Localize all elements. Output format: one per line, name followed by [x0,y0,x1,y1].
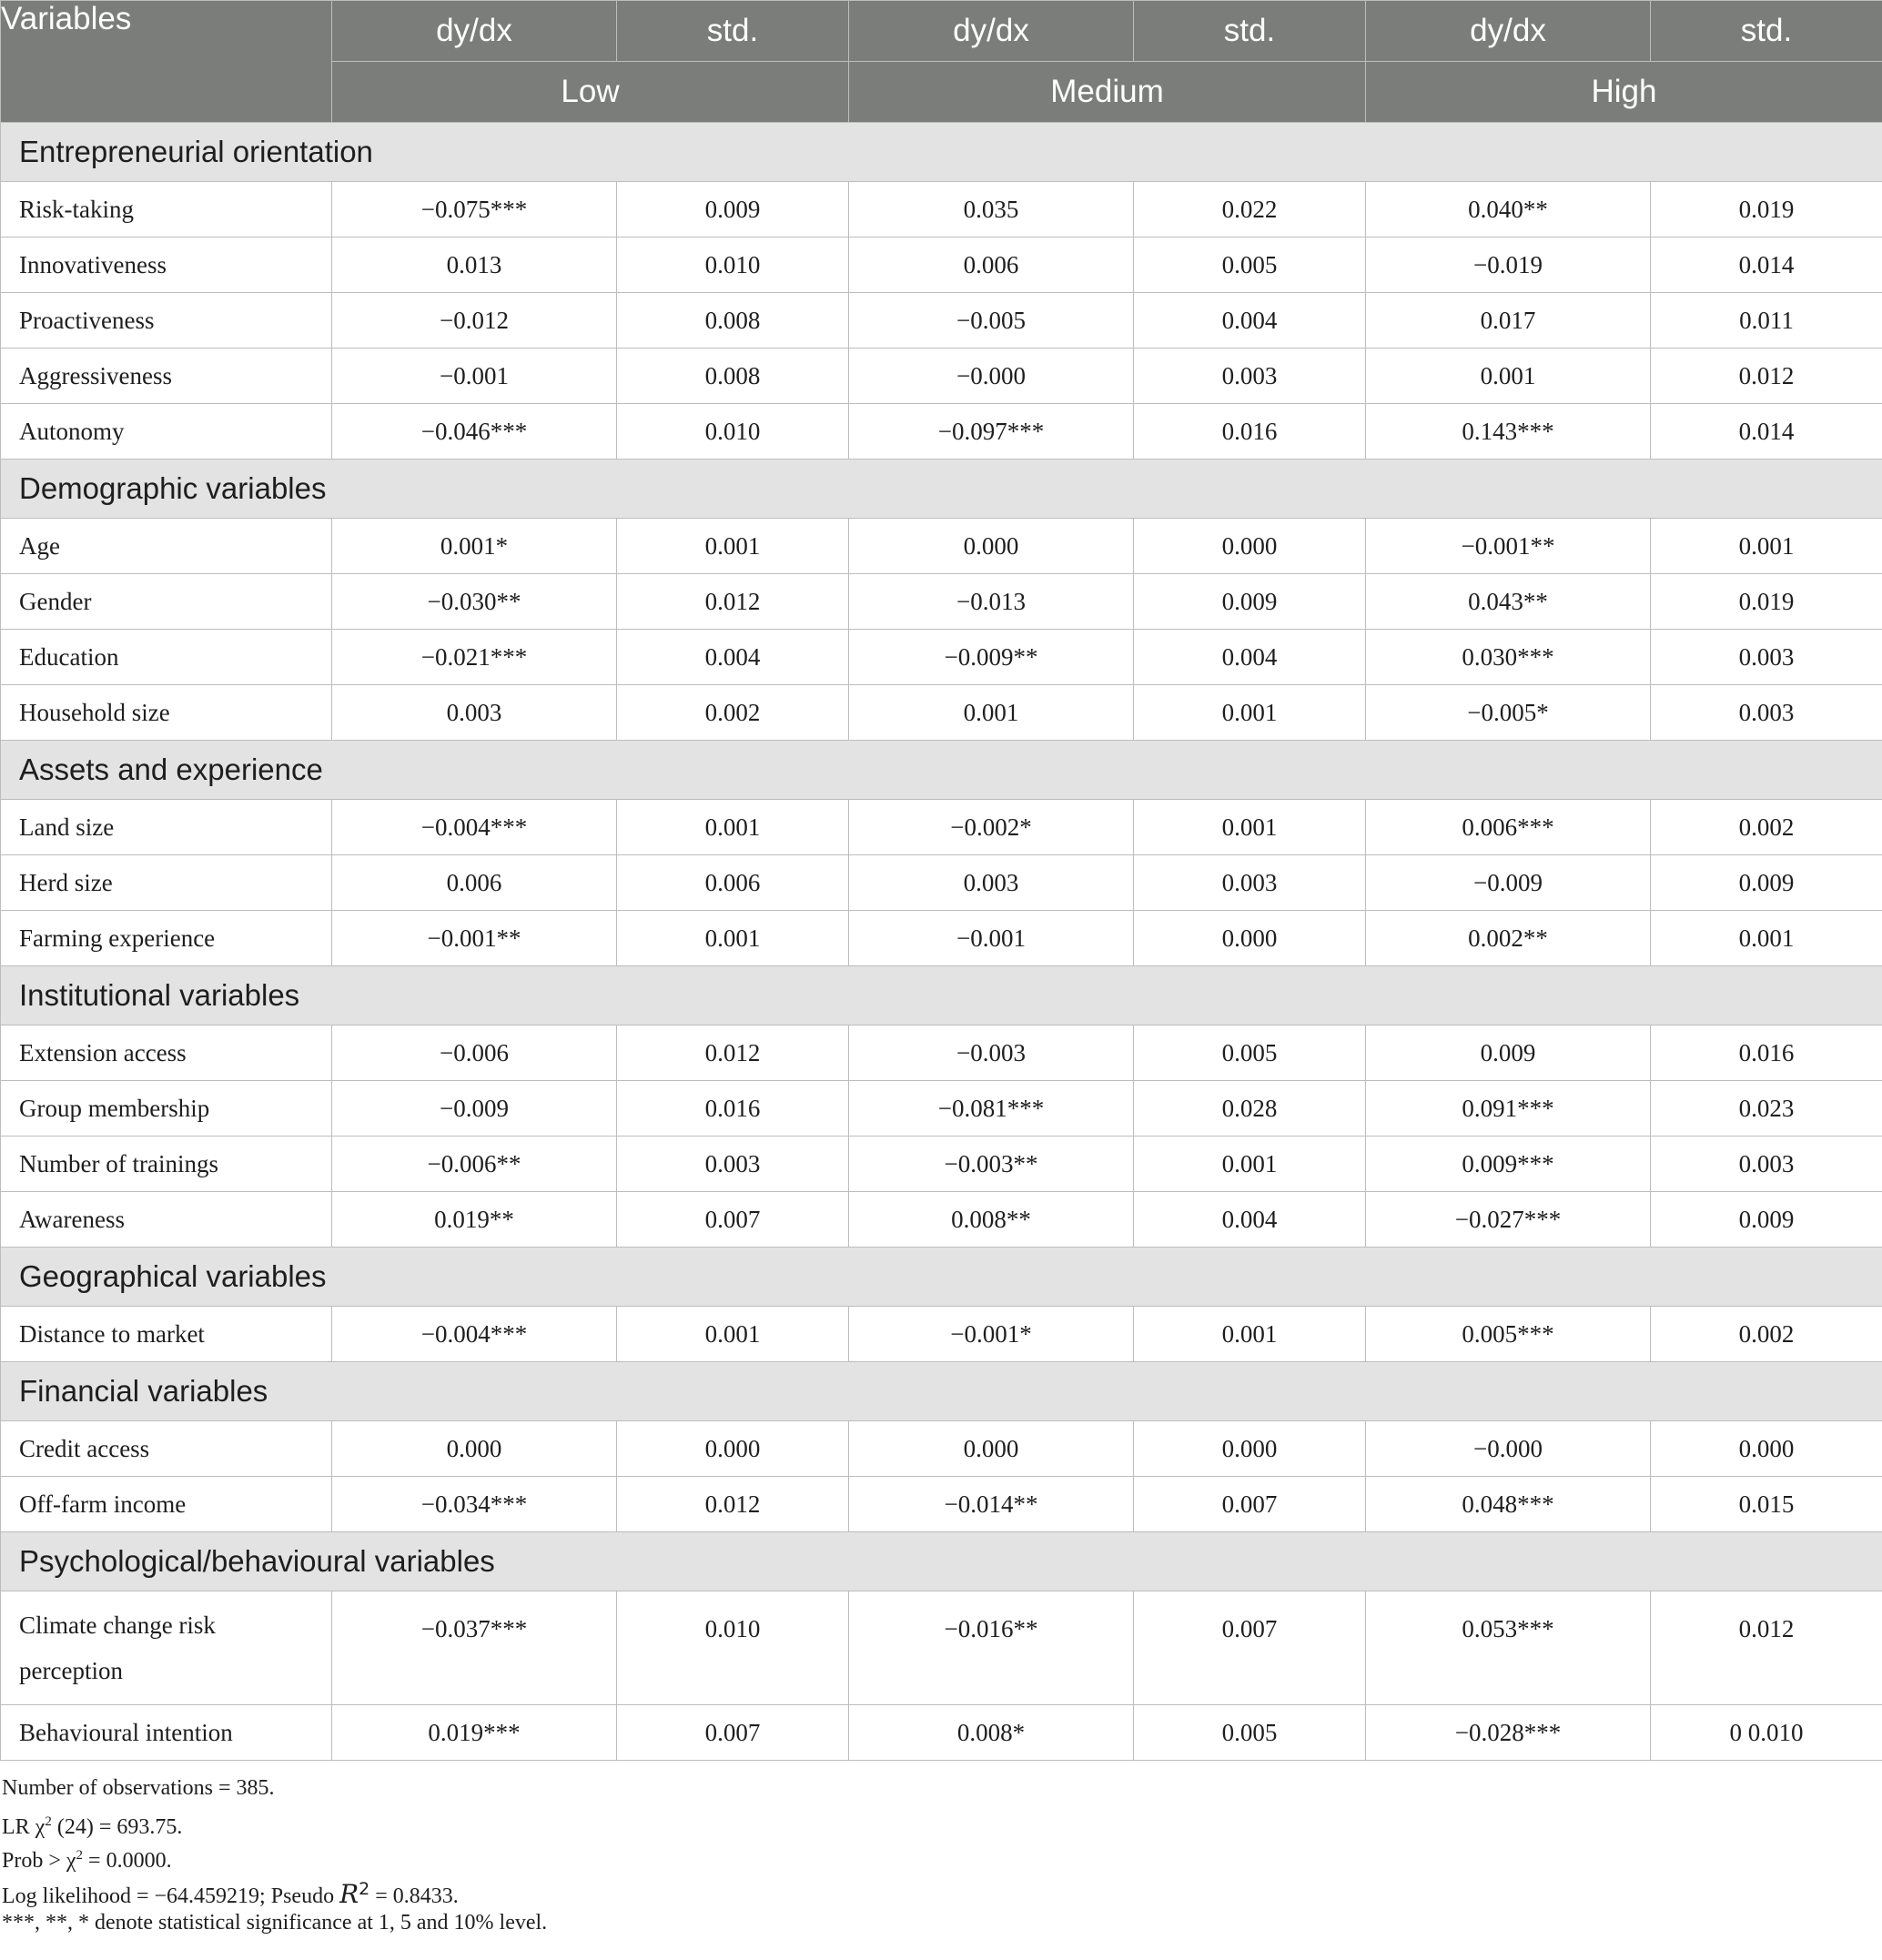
cell-medium-std: 0.003 [1134,349,1366,404]
table-row [1,519,1882,574]
cell-low-dydx: −0.075*** [332,182,617,237]
cell-high-dydx: −0.019 [1366,237,1651,293]
section-title: Psychological/behavioural variables [1,1532,1882,1591]
section-title: Demographic variables [1,460,1882,519]
cell-low-std: 0.012 [617,1477,849,1532]
table-row [1,1591,1882,1705]
section-row [1,1248,1882,1307]
cell-medium-dydx: −0.097*** [849,404,1134,460]
cell-medium-std: 0.004 [1134,1192,1366,1248]
cell-high-dydx: −0.028*** [1366,1705,1651,1761]
table-notes [0,1772,1882,1940]
variable-name-line1: Climate change risk [19,1611,216,1639]
cell-medium-std: 0.005 [1134,1025,1366,1081]
table-row [1,293,1882,349]
cell-high-dydx: 0.030*** [1366,630,1651,685]
variable-name: Household size [1,685,332,741]
variable-name [1,1591,332,1705]
cell-low-dydx: −0.009 [332,1081,617,1137]
cell-medium-std: 0.009 [1134,574,1366,630]
cell-high-dydx: −0.000 [1366,1421,1651,1477]
cell-high-dydx: 0.009*** [1366,1137,1651,1192]
section-row [1,1532,1882,1591]
cell-medium-dydx: 0.000 [849,1421,1134,1477]
table-row [1,800,1882,855]
cell-low-std: 0.008 [617,349,849,404]
table-row [1,685,1882,741]
cell-high-dydx: 0.017 [1366,293,1651,349]
cell-low-std: 0.002 [617,685,849,741]
cell-high-dydx: 0.053*** [1366,1591,1651,1705]
cell-medium-dydx: −0.003 [849,1025,1134,1081]
cell-low-std: 0.009 [617,182,849,237]
cell-medium-dydx: 0.003 [849,855,1134,911]
cell-low-dydx: −0.006** [332,1137,617,1192]
cell-low-dydx: −0.012 [332,293,617,349]
high-std-header: std. [1651,1,1882,62]
cell-medium-dydx: 0.000 [849,519,1134,574]
variable-name: Land size [1,800,332,855]
cell-low-dydx: 0.013 [332,237,617,293]
low-std-header: std. [617,1,849,62]
cell-low-dydx: 0.000 [332,1421,617,1477]
cell-medium-dydx: −0.005 [849,293,1134,349]
cell-low-std: 0.010 [617,237,849,293]
table-row [1,237,1882,293]
cell-low-std: 0.001 [617,1307,849,1362]
cell-medium-std: 0.001 [1134,1137,1366,1192]
cell-medium-dydx: −0.013 [849,574,1134,630]
cell-low-std: 0.007 [617,1705,849,1761]
section-row [1,1362,1882,1421]
variable-name: Awareness [1,1192,332,1248]
table-row [1,1477,1882,1532]
cell-low-dydx: 0.019*** [332,1705,617,1761]
cell-medium-std: 0.000 [1134,519,1366,574]
low-dydx-header: dy/dx [332,1,617,62]
cell-medium-dydx: −0.081*** [849,1081,1134,1137]
section-row [1,966,1882,1025]
section-title: Assets and experience [1,741,1882,800]
variable-name: Distance to market [1,1307,332,1362]
cell-high-dydx: 0.002** [1366,911,1651,966]
cell-high-std: 0.002 [1651,800,1882,855]
cell-medium-std: 0.001 [1134,685,1366,741]
table-row [1,911,1882,966]
cell-low-std: 0.003 [617,1137,849,1192]
note-loglik-prefix: Log likelihood = −64.459219; Pseudo [2,1884,340,1908]
variable-name: Proactiveness [1,293,332,349]
section-title: Geographical variables [1,1248,1882,1307]
cell-low-std: 0.000 [617,1421,849,1477]
cell-high-dydx: 0.040** [1366,182,1651,237]
cell-medium-dydx: 0.001 [849,685,1134,741]
cell-medium-dydx: 0.008** [849,1192,1134,1248]
cell-medium-std: 0.007 [1134,1591,1366,1705]
cell-medium-std: 0.022 [1134,182,1366,237]
cell-high-std: 0.002 [1651,1307,1882,1362]
variable-name: Education [1,630,332,685]
variable-name: Innovativeness [1,237,332,293]
cell-high-std: 0.009 [1651,855,1882,911]
cell-low-dydx: 0.006 [332,855,617,911]
table-body [1,123,1882,1761]
low-group-header: Low [332,62,849,123]
cell-high-std: 0.003 [1651,685,1882,741]
variable-name: Behavioural intention [1,1705,332,1761]
section-row [1,741,1882,800]
table-row [1,349,1882,404]
variable-name: Risk-taking [1,182,332,237]
cell-high-dydx: 0.043** [1366,574,1651,630]
variable-name: Number of trainings [1,1137,332,1192]
section-row [1,460,1882,519]
high-dydx-header: dy/dx [1366,1,1651,62]
note-lr-prefix: LR χ [2,1815,46,1839]
medium-dydx-header: dy/dx [849,1,1134,62]
cell-high-std: 0.001 [1651,519,1882,574]
table-row [1,182,1882,237]
cell-medium-dydx: 0.035 [849,182,1134,237]
cell-low-std: 0.006 [617,855,849,911]
table-row [1,1705,1882,1761]
variable-name: Aggressiveness [1,349,332,404]
cell-medium-dydx: −0.014** [849,1477,1134,1532]
cell-medium-std: 0.005 [1134,1705,1366,1761]
cell-high-dydx: 0.048*** [1366,1477,1651,1532]
cell-high-std: 0.019 [1651,182,1882,237]
cell-low-dydx: −0.006 [332,1025,617,1081]
table-row [1,630,1882,685]
cell-low-dydx: −0.004*** [332,800,617,855]
table-row [1,1025,1882,1081]
cell-high-std: 0.003 [1651,630,1882,685]
cell-medium-dydx: −0.002* [849,800,1134,855]
cell-medium-std: 0.001 [1134,1307,1366,1362]
variable-name: Credit access [1,1421,332,1477]
cell-low-std: 0.012 [617,1025,849,1081]
note-prob-chi2 [2,1839,1882,1873]
table-row [1,574,1882,630]
table-row [1,404,1882,460]
cell-high-std: 0 0.010 [1651,1705,1882,1761]
note-lr-suffix: (24) = 693.75. [51,1815,183,1839]
note-prob-suffix: = 0.0000. [83,1849,172,1873]
cell-medium-dydx: −0.003** [849,1137,1134,1192]
variable-name: Farming experience [1,911,332,966]
cell-medium-std: 0.001 [1134,800,1366,855]
cell-medium-std: 0.000 [1134,1421,1366,1477]
cell-high-std: 0.009 [1651,1192,1882,1248]
cell-low-dydx: 0.019** [332,1192,617,1248]
cell-high-std: 0.012 [1651,349,1882,404]
note-significance: ***, **, * denote statistical significance at 1, 5 and 10% level. [2,1911,548,1935]
cell-high-dydx: 0.143*** [1366,404,1651,460]
cell-high-std: 0.000 [1651,1421,1882,1477]
cell-high-std: 0.003 [1651,1137,1882,1192]
cell-medium-std: 0.016 [1134,404,1366,460]
cell-medium-dydx: −0.001* [849,1307,1134,1362]
table-row [1,1421,1882,1477]
cell-high-std: 0.014 [1651,237,1882,293]
cell-medium-std: 0.005 [1134,237,1366,293]
cell-high-std: 0.014 [1651,404,1882,460]
cell-high-std: 0.019 [1651,574,1882,630]
table-row [1,1192,1882,1248]
cell-low-std: 0.004 [617,630,849,685]
table-row [1,1307,1882,1362]
table-row [1,1081,1882,1137]
cell-low-std: 0.008 [617,293,849,349]
variable-name-line2: perception [19,1657,123,1684]
note-observations: Number of observations = 385. [2,1776,275,1800]
note-loglik [2,1873,1882,1909]
cell-low-dydx: −0.030** [332,574,617,630]
section-title: Entrepreneurial orientation [1,123,1882,182]
cell-high-dydx: −0.009 [1366,855,1651,911]
note-lr-sup: 2 [45,1814,52,1829]
cell-medium-dydx: −0.016** [849,1591,1134,1705]
cell-high-dydx: 0.001 [1366,349,1651,404]
variable-name: Age [1,519,332,574]
cell-low-std: 0.007 [617,1192,849,1248]
cell-high-dydx: −0.001** [1366,519,1651,574]
cell-medium-dydx: 0.006 [849,237,1134,293]
cell-medium-std: 0.007 [1134,1477,1366,1532]
cell-medium-dydx: −0.001 [849,911,1134,966]
cell-low-std: 0.012 [617,574,849,630]
cell-high-dydx: 0.091*** [1366,1081,1651,1137]
variable-name: Off-farm income [1,1477,332,1532]
cell-medium-std: 0.000 [1134,911,1366,966]
cell-medium-dydx: −0.009** [849,630,1134,685]
cell-low-std: 0.016 [617,1081,849,1137]
cell-high-std: 0.001 [1651,911,1882,966]
cell-low-std: 0.001 [617,800,849,855]
header-row-1 [1,1,1882,62]
note-prob-prefix: Prob > χ [2,1849,76,1873]
cell-medium-std: 0.004 [1134,630,1366,685]
cell-low-std: 0.001 [617,911,849,966]
cell-medium-std: 0.003 [1134,855,1366,911]
cell-high-std: 0.015 [1651,1477,1882,1532]
variable-name: Herd size [1,855,332,911]
note-loglik-r: R [339,1879,359,1909]
cell-high-dydx: −0.027*** [1366,1192,1651,1248]
cell-high-dydx: 0.005*** [1366,1307,1651,1362]
cell-high-dydx: 0.009 [1366,1025,1651,1081]
cell-high-std: 0.016 [1651,1025,1882,1081]
cell-medium-std: 0.028 [1134,1081,1366,1137]
cell-medium-dydx: 0.008* [849,1705,1134,1761]
variable-name: Group membership [1,1081,332,1137]
cell-low-std: 0.001 [617,519,849,574]
cell-low-std: 0.010 [617,404,849,460]
cell-medium-dydx: −0.000 [849,349,1134,404]
section-title: Financial variables [1,1362,1882,1421]
cell-low-std: 0.010 [617,1591,849,1705]
cell-high-dydx: −0.005* [1366,685,1651,741]
cell-low-dydx: −0.001** [332,911,617,966]
variable-name: Gender [1,574,332,630]
cell-low-dydx: 0.001* [332,519,617,574]
cell-low-dydx: −0.001 [332,349,617,404]
cell-low-dydx: −0.004*** [332,1307,617,1362]
cell-high-dydx: 0.006*** [1366,800,1651,855]
cell-medium-std: 0.004 [1134,293,1366,349]
cell-low-dydx: 0.003 [332,685,617,741]
table-row [1,1137,1882,1192]
cell-low-dydx: −0.037*** [332,1591,617,1705]
medium-group-header: Medium [849,62,1366,123]
note-prob-sup: 2 [76,1848,84,1863]
medium-std-header: std. [1134,1,1366,62]
high-group-header: High [1366,62,1882,123]
cell-low-dydx: −0.034*** [332,1477,617,1532]
table-row [1,855,1882,911]
note-loglik-sup: 2 [359,1879,370,1899]
cell-low-dydx: −0.021*** [332,630,617,685]
cell-low-dydx: −0.046*** [332,404,617,460]
variables-header: Variables [1,1,332,123]
cell-high-std: 0.012 [1651,1591,1882,1705]
section-title: Institutional variables [1,966,1882,1025]
note-loglik-suffix: = 0.8433. [369,1884,459,1908]
cell-high-std: 0.023 [1651,1081,1882,1137]
cell-high-std: 0.011 [1651,293,1882,349]
variable-name: Autonomy [1,404,332,460]
section-row [1,123,1882,182]
note-lr-chi2 [2,1805,1882,1839]
variable-name: Extension access [1,1025,332,1081]
